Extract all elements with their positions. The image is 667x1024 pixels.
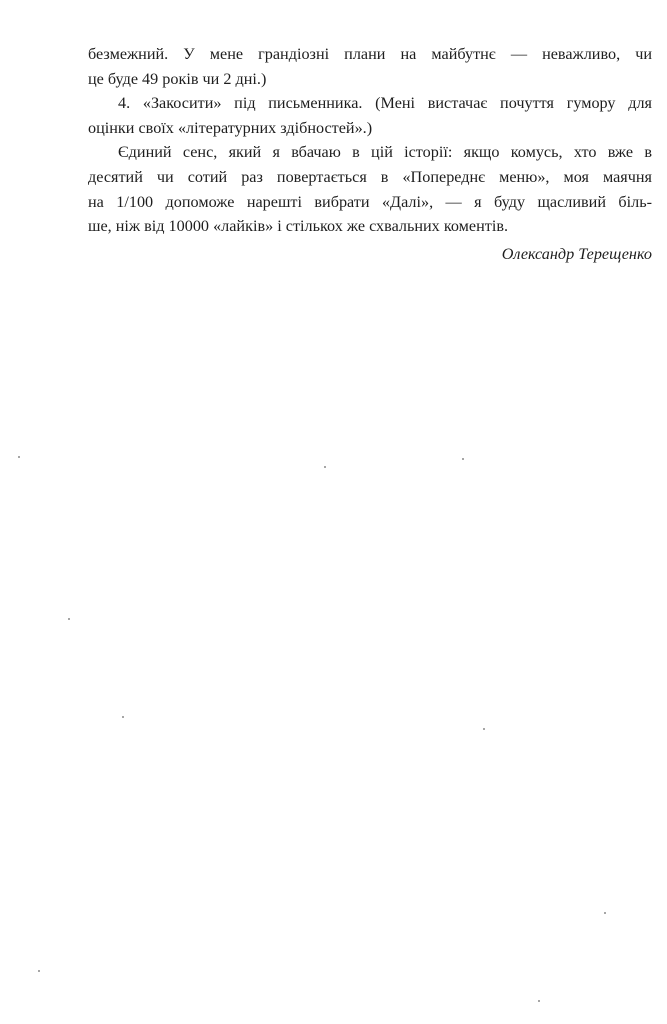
- scan-speck: [38, 970, 40, 972]
- scan-speck: [68, 618, 70, 620]
- body-text: [88, 42, 652, 239]
- text-line: оцінки своїх «літературних здібностей».): [88, 118, 373, 137]
- text-line: на 1/100 допоможе нарешті вибрати «Далі», — я буду щасливий біль-: [88, 192, 652, 211]
- scan-speck: [483, 728, 485, 730]
- paragraph-2: [88, 91, 652, 140]
- scan-speck: [324, 466, 326, 468]
- scan-speck: [604, 912, 606, 914]
- text-line: 4. «Закосити» під письменника. (Мені вистачає почуття гумору для: [118, 94, 652, 113]
- paragraph-3: [88, 140, 652, 238]
- text-line: десятий чи сотий раз повертається в «Попереднє меню», моя маячня: [88, 167, 652, 186]
- scan-speck: [122, 716, 124, 718]
- scan-speck: [18, 456, 20, 458]
- text-line: Єдиний сенс, який я вбачаю в цій історії: якщо комусь, хто вже в: [118, 143, 652, 162]
- author-signature: Олександр Терещенко: [501, 245, 652, 263]
- scan-speck: [462, 458, 464, 460]
- text-line: безмежний. У мене грандіозні плани на майбутнє — неважливо, чи: [88, 45, 652, 63]
- text-line: це буде 49 років чи 2 дні.): [88, 69, 267, 88]
- text-line: ше, ніж від 10000 «лайків» і стількох же схвальних коментів.: [88, 217, 509, 236]
- paragraph-1: [88, 42, 652, 91]
- scan-speck: [538, 1000, 540, 1002]
